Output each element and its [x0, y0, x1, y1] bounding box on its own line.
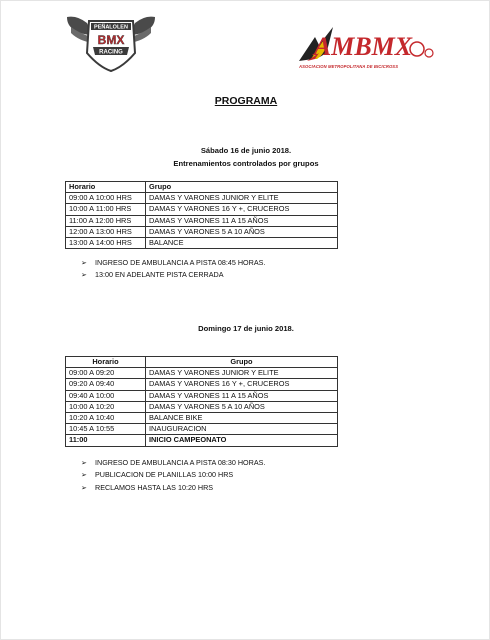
- note-text: RECLAMOS HASTA LAS 10:20 HRS: [95, 482, 214, 492]
- table-row: [66, 390, 338, 401]
- association-name: ASOCIACION METROPOLITANA DE BICICROSS: [299, 64, 399, 69]
- cell-group: DAMAS Y VARONES 5 A 10 AÑOS: [146, 401, 338, 412]
- cell-time: 09:00 A 10:00 HRS: [66, 193, 146, 204]
- list-item: [81, 269, 265, 281]
- list-item: [81, 257, 265, 269]
- cell-group: DAMAS Y VARONES JUNIOR Y ELITE: [146, 193, 338, 204]
- cell-group: INICIO CAMPEONATO: [146, 435, 338, 446]
- penalolen-bmx-logo: [63, 13, 159, 75]
- cell-group: DAMAS Y VARONES 5 A 10 AÑOS: [146, 226, 338, 237]
- table-row: [66, 204, 338, 215]
- cell-group: INAUGURACION: [146, 424, 338, 435]
- saturday-subtitle: Entrenamientos controlados por grupos: [173, 159, 319, 168]
- cell-time: 09:40 A 10:00: [66, 390, 146, 401]
- note-text: 13:00 EN ADELANTE PISTA CERRADA: [95, 270, 224, 280]
- cell-group: DAMAS Y VARONES 16 Y +, CRUCEROS: [146, 204, 338, 215]
- note-text: INGRESO DE AMBULANCIA A PISTA 08:30 HORAS.: [95, 458, 266, 467]
- table-row: [66, 424, 338, 435]
- table-row: [66, 193, 338, 204]
- cell-time: 13:00 A 14:00 HRS: [66, 237, 146, 248]
- table-row: [66, 215, 338, 226]
- saturday-schedule-table: [65, 181, 338, 249]
- table-row: [66, 401, 338, 412]
- cell-time: 09:20 A 09:40: [66, 379, 146, 390]
- arrow-bullet-icon: ➢: [81, 472, 87, 480]
- table-header-row: [66, 182, 338, 193]
- svg-text:PEÑALOLEN: PEÑALOLEN: [94, 24, 128, 31]
- table-row: [66, 226, 338, 237]
- cell-time: 10:20 A 10:40: [66, 412, 146, 423]
- ambmx-logo: [293, 23, 435, 73]
- arrow-bullet-icon: ➢: [81, 272, 87, 280]
- sunday-notes: [81, 457, 265, 494]
- cell-time: 11:00 A 12:00 HRS: [66, 215, 146, 226]
- header-grupo: Grupo: [146, 357, 338, 368]
- note-text: PUBLICACION DE PLANILLAS 10:00 HRS: [95, 470, 234, 480]
- arrow-bullet-icon: ➢: [81, 484, 87, 492]
- cell-group: DAMAS Y VARONES 16 Y +, CRUCEROS: [146, 379, 338, 390]
- table-row: [66, 368, 338, 379]
- cell-group: BALANCE: [146, 237, 338, 248]
- header-grupo: Grupo: [146, 182, 338, 193]
- table-row: [66, 379, 338, 390]
- svg-text:BMX: BMX: [97, 33, 125, 47]
- saturday-notes: [81, 257, 265, 282]
- page-title: PROGRAMA: [214, 95, 278, 107]
- arrow-bullet-icon: ➢: [81, 460, 87, 467]
- cell-time: 12:00 A 13:00 HRS: [66, 226, 146, 237]
- list-item: [81, 482, 265, 494]
- cell-time: 10:00 A 11:00 HRS: [66, 204, 146, 215]
- table-row: [66, 237, 338, 248]
- cell-time: 10:45 A 10:55: [66, 424, 146, 435]
- cell-time: 11:00: [66, 435, 146, 446]
- svg-text:AMBMX: AMBMX: [313, 32, 413, 61]
- sunday-date: Domingo 17 de junio 2018.: [198, 324, 294, 333]
- svg-text:RACING: RACING: [99, 49, 123, 56]
- list-item: [81, 469, 265, 481]
- header-horario: Horario: [66, 357, 146, 368]
- table-header-row: [66, 357, 338, 368]
- arrow-bullet-icon: ➢: [81, 260, 87, 267]
- note-text: INGRESO DE AMBULANCIA A PISTA 08:45 HORAS.: [95, 258, 266, 267]
- header-horario: Horario: [66, 182, 146, 193]
- cell-group: DAMAS Y VARONES 11 A 15 AÑOS: [146, 390, 338, 401]
- cell-group: BALANCE BIKE: [146, 412, 338, 423]
- cell-time: 10:00 A 10:20: [66, 401, 146, 412]
- cell-group: DAMAS Y VARONES JUNIOR Y ELITE: [146, 368, 338, 379]
- table-row: [66, 412, 338, 423]
- cell-group: DAMAS Y VARONES 11 A 15 AÑOS: [146, 215, 338, 226]
- ambmx-emblem: [293, 23, 435, 65]
- list-item: [81, 457, 265, 469]
- saturday-date: Sábado 16 de junio 2018.: [200, 146, 292, 155]
- table-row: [66, 435, 338, 446]
- cell-time: 09:00 A 09:20: [66, 368, 146, 379]
- sunday-schedule-table: [65, 356, 338, 447]
